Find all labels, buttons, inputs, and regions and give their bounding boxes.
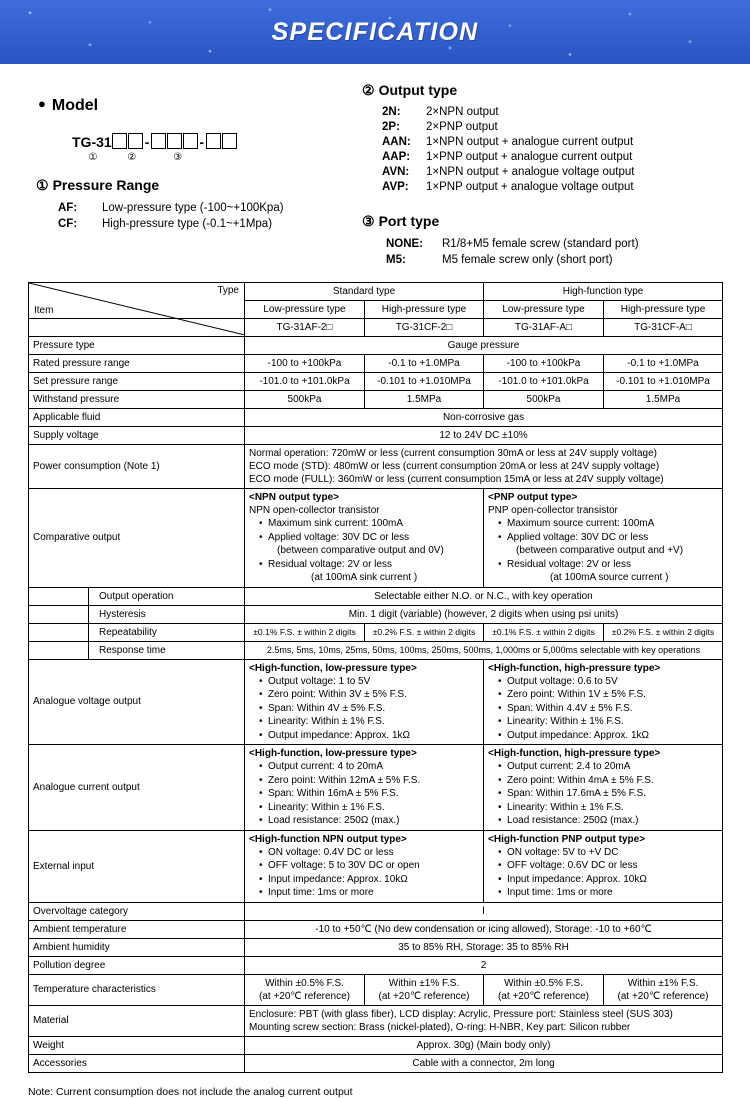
table-row-external-input: [29, 830, 723, 902]
row-label: Overvoltage category: [29, 902, 245, 920]
port-type-key: M5:: [386, 254, 406, 266]
npn-item: (at 100mA sink current ): [311, 572, 418, 583]
table-row-analogue-current: [29, 745, 723, 831]
av-low-title: <High-function, low-pressure type>: [249, 662, 417, 674]
row-cell: 1.5MPa: [365, 391, 484, 409]
output-type-value: 2×PNP output: [426, 121, 498, 133]
npn-item: • Residual voltage: 2V or less: [259, 558, 479, 572]
ac-high-item: • Span: Within 17.6mA ± 5% F.S.: [498, 787, 718, 801]
port-type-heading: [362, 213, 722, 230]
model-box-6: [206, 133, 221, 149]
subrow-indent: [29, 587, 89, 605]
av-low-item: • Span: Within 4V ± 5% F.S.: [259, 702, 479, 716]
ei-npn-list: [249, 846, 479, 900]
diagonal-line-icon: [29, 283, 245, 335]
av-low-list: [249, 675, 479, 743]
col-header-2: High-pressure type: [365, 301, 484, 319]
pnp-item: • Applied voltage: 30V DC or less: [498, 531, 718, 545]
ei-npn-item: • ON voltage: 0.4V DC or less: [259, 846, 479, 860]
table-row: [29, 1036, 723, 1054]
ei-pnp-item: • ON voltage: 5V to +V DC: [498, 846, 718, 860]
external-input-npn-cell: [245, 830, 484, 902]
row-cell: -0.1 to +1.0MPa: [365, 355, 484, 373]
av-high-item: • Span: Within 4.4V ± 5% F.S.: [498, 702, 718, 716]
pressure-range-key: CF:: [58, 218, 78, 230]
pressure-range-value: Low-pressure type (-100~+100Kpa): [102, 202, 284, 214]
ei-npn-item: • OFF voltage: 5 to 30V DC or open: [259, 859, 479, 873]
row-value-span: Approx. 30g) (Main body only): [245, 1036, 723, 1054]
ei-pnp-item: • OFF voltage: 0.6V DC or less: [498, 859, 718, 873]
output-type-item: [382, 120, 722, 135]
material-line-2: Mounting screw section: Brass (nickel-plated), O-ring: H-NBR, Key part: Silicon rubber: [249, 1021, 631, 1033]
bullet-icon: ●: [38, 96, 46, 111]
row-label: Applicable fluid: [29, 409, 245, 427]
npn-list: [249, 517, 479, 585]
av-high-list: [488, 675, 718, 743]
row-label: Comparative output: [29, 489, 245, 588]
corner-item-label: Item: [34, 305, 54, 316]
table-row: [29, 373, 723, 391]
ac-high-item: • Output current: 2.4 to 20mA: [498, 760, 718, 774]
port-type-item: [386, 236, 722, 252]
model-heading: [38, 96, 358, 115]
comparative-npn-cell: [245, 489, 484, 588]
ac-low-item: • Zero point: Within 12mA ± 5% F.S.: [259, 774, 479, 788]
ac-high-list: [488, 760, 718, 828]
row-label: Repeatability: [89, 623, 245, 641]
av-high-title: <High-function, high-pressure type>: [488, 662, 661, 674]
table-row: [29, 956, 723, 974]
av-low-item: • Linearity: Within ± 1% F.S.: [259, 715, 479, 729]
output-type-key: AAP:: [382, 151, 411, 163]
table-row: [29, 445, 723, 489]
table-row: [29, 1054, 723, 1072]
row-value-span: 35 to 85% RH, Storage: 35 to 85% RH: [245, 938, 723, 956]
table-header-row: [29, 283, 723, 301]
table-row: [29, 902, 723, 920]
table-row: [29, 938, 723, 956]
ei-npn-title: <High-function NPN output type>: [249, 833, 407, 845]
port-type-num: ③: [362, 213, 375, 229]
page-banner: [0, 0, 750, 64]
power-line-2: ECO mode (STD): 480mW or less (current consumption 20mA or less at 24V supply voltage): [249, 461, 660, 472]
model-box-7: [222, 133, 237, 149]
page-title: SPECIFICATION: [271, 17, 479, 46]
ei-pnp-title: <High-function PNP output type>: [488, 833, 646, 845]
pnp-item: (between comparative output and +V): [516, 545, 684, 556]
subrow-indent: [29, 605, 89, 623]
table-row: [29, 605, 723, 623]
output-type-item: [382, 165, 722, 180]
row-label: Analogue voltage output: [29, 659, 245, 745]
output-type-key: 2P:: [382, 121, 400, 133]
pressure-range-key: AF:: [58, 202, 78, 214]
model-box-1: [112, 133, 127, 149]
row-value-span: Gauge pressure: [245, 337, 723, 355]
output-type-key: AVN:: [382, 166, 410, 178]
row-value-span: Ⅰ: [245, 902, 723, 920]
pnp-item: (at 100mA source current ): [550, 572, 669, 583]
row-label: Rated pressure range: [29, 355, 245, 373]
av-high-item: • Linearity: Within ± 1% F.S.: [498, 715, 718, 729]
table-row: [29, 920, 723, 938]
ac-high-item: • Linearity: Within ± 1% F.S.: [498, 801, 718, 815]
temp-cell: [365, 974, 484, 1005]
top-spec-section: [0, 64, 750, 274]
col-header-4: High-pressure type: [604, 301, 723, 319]
power-line-1: Normal operation: 720mW or less (current consumption 30mA or less at 24V supply voltage): [249, 448, 657, 459]
row-cell: -101.0 to +101.0kPa: [484, 373, 604, 391]
temp-cell: [245, 974, 365, 1005]
pressure-range-value: High-pressure type (-0.1~+1Mpa): [102, 218, 273, 230]
specification-table: [28, 282, 723, 1073]
row-label: Ambient temperature: [29, 920, 245, 938]
pnp-item: • Residual voltage: 2V or less: [498, 558, 718, 572]
table-row: [29, 587, 723, 605]
table-row: [29, 391, 723, 409]
av-low-item: • Output impedance: Approx. 1kΩ: [259, 729, 479, 743]
table-row-analogue-voltage: [29, 659, 723, 745]
temp-line1: Within ±1% F.S.: [627, 977, 699, 989]
model-heading-label: Model: [51, 97, 99, 114]
model-code-marks: [80, 152, 358, 163]
av-high-item: • Output impedance: Approx. 1kΩ: [498, 729, 718, 743]
ei-npn-item: • Input time: 1ms or more: [259, 886, 479, 900]
analogue-voltage-low-cell: [245, 659, 484, 745]
output-type-item: [382, 135, 722, 150]
col-header-1: Low-pressure type: [245, 301, 365, 319]
row-cell: -101.0 to +101.0kPa: [245, 373, 365, 391]
ac-high-item: • Zero point: Within 4mA ± 5% F.S.: [498, 774, 718, 788]
temp-line1: Within ±1% F.S.: [388, 977, 460, 989]
material-cell: [245, 1005, 723, 1036]
power-line-3: ECO mode (FULL): 360mW or less (current consumption 15mA or less at 24V supply voltage): [249, 474, 664, 485]
model-code-prefix: TG-31: [72, 134, 112, 150]
row-label: Weight: [29, 1036, 245, 1054]
row-cell: -0.101 to +1.010MPa: [604, 373, 723, 391]
row-cell: 1.5MPa: [604, 391, 723, 409]
footnote: Note: Current consumption does not include the analog current output: [28, 1085, 353, 1098]
pressure-range-heading: [36, 177, 358, 194]
analogue-voltage-high-cell: [484, 659, 723, 745]
output-type-value: 1×NPN output + analogue current output: [426, 136, 634, 148]
table-row: [29, 641, 723, 659]
output-type-value: 1×PNP output + analogue voltage output: [426, 181, 634, 193]
row-cell: ±0.2% F.S. ± within 2 digits: [365, 623, 484, 641]
model-cell-3: TG-31AF-A□: [484, 319, 604, 337]
temp-line1: Within ±0.5% F.S.: [265, 977, 344, 989]
output-type-num: ②: [362, 82, 375, 98]
ac-low-list: [249, 760, 479, 828]
comparative-pnp-cell: [484, 489, 723, 588]
ei-npn-item: • Input impedance: Approx. 10kΩ: [259, 873, 479, 887]
analogue-current-low-cell: [245, 745, 484, 831]
pnp-title: <PNP output type>: [488, 492, 578, 503]
row-value-span: 2: [245, 956, 723, 974]
model-mark-2: ②: [127, 152, 137, 163]
power-consumption-cell: [245, 445, 723, 489]
row-label: Accessories: [29, 1054, 245, 1072]
row-label: Set pressure range: [29, 373, 245, 391]
output-type-item: [382, 150, 722, 165]
temp-cell: [604, 974, 723, 1005]
output-type-value: 1×PNP output + analogue current output: [426, 151, 633, 163]
output-type-item: [382, 105, 722, 120]
row-label: Material: [29, 1005, 245, 1036]
port-type-value: R1/8+M5 female screw (standard port): [442, 238, 639, 250]
external-input-pnp-cell: [484, 830, 723, 902]
group-header-standard: Standard type: [245, 283, 484, 301]
ac-low-item: • Linearity: Within ± 1% F.S.: [259, 801, 479, 815]
port-type-value: M5 female screw only (short port): [442, 254, 613, 266]
npn-item: • Maximum sink current: 100mA: [259, 517, 479, 531]
row-value-span: Selectable either N.O. or N.C., with key operation: [245, 587, 723, 605]
row-value-span: 12 to 24V DC ±10%: [245, 427, 723, 445]
model-box-2: [128, 133, 143, 149]
col-header-3: Low-pressure type: [484, 301, 604, 319]
port-type-item: [386, 252, 722, 268]
model-box-3: [151, 133, 166, 149]
analogue-current-high-cell: [484, 745, 723, 831]
row-cell: ±0.1% F.S. ± within 2 digits: [484, 623, 604, 641]
table-row: [29, 623, 723, 641]
output-type-key: 2N:: [382, 106, 401, 118]
row-value-span: -10 to +50℃ (No dew condensation or icing allowed), Storage: -10 to +60℃: [245, 920, 723, 938]
row-label: Pressure type: [29, 337, 245, 355]
table-row: [29, 427, 723, 445]
subrow-indent: [29, 641, 89, 659]
npn-item: • Applied voltage: 30V DC or less: [259, 531, 479, 545]
model-code: TG-31 - -: [72, 133, 358, 150]
row-label: Output operation: [89, 587, 245, 605]
table-row: [29, 409, 723, 427]
subrow-indent: [29, 623, 89, 641]
output-type-key: AVP:: [382, 181, 409, 193]
temp-line2: (at +20℃ reference): [498, 990, 590, 1002]
row-label: Pollution degree: [29, 956, 245, 974]
output-type-item: [382, 180, 722, 195]
model-mark-3: ③: [173, 152, 183, 163]
group-header-highfunction: High-function type: [484, 283, 723, 301]
port-type-key: NONE:: [386, 238, 424, 250]
temp-line2: (at +20℃ reference): [259, 990, 350, 1002]
ei-pnp-item: • Input impedance: Approx. 10kΩ: [498, 873, 718, 887]
ac-low-title: <High-function, low-pressure type>: [249, 748, 417, 759]
row-label: External input: [29, 830, 245, 902]
av-low-item: • Output voltage: 1 to 5V: [259, 675, 479, 689]
row-label: Temperature characteristics: [29, 974, 245, 1005]
ei-pnp-item: • Input time: 1ms or more: [498, 886, 718, 900]
npn-item: (between comparative output and 0V): [277, 545, 444, 556]
output-type-heading: [362, 82, 722, 99]
pressure-range-item: [58, 200, 358, 216]
row-value-span: 2.5ms, 5ms, 10ms, 25ms, 50ms, 100ms, 250ms, 500ms, 1,000ms or 5,000ms selectable with key operations: [245, 641, 723, 659]
ac-high-item: • Load resistance: 250Ω (max.): [498, 814, 718, 828]
pressure-range-num: ①: [36, 177, 49, 193]
temp-line2: (at +20℃ reference): [378, 990, 470, 1002]
av-high-item: • Zero point: Within 1V ± 5% F.S.: [498, 688, 718, 702]
ac-high-title: <High-function, high-pressure type>: [488, 748, 661, 759]
row-label: Hysteresis: [89, 605, 245, 623]
row-cell: 500kPa: [245, 391, 365, 409]
table-row-material: [29, 1005, 723, 1036]
npn-title: <NPN output type>: [249, 492, 340, 503]
pressure-range-title: Pressure Range: [52, 177, 160, 193]
corner-type-label: Type: [217, 285, 239, 296]
row-label: Power consumption (Note 1): [29, 445, 245, 489]
output-type-key: AAN:: [382, 136, 411, 148]
model-box-4: [167, 133, 182, 149]
row-label: Supply voltage: [29, 427, 245, 445]
model-cell-4: TG-31CF-A□: [604, 319, 723, 337]
ac-low-item: • Span: Within 16mA ± 5% F.S.: [259, 787, 479, 801]
output-type-title: Output type: [378, 82, 458, 98]
row-cell: -100 to +100kPa: [484, 355, 604, 373]
row-label: Response time: [89, 641, 245, 659]
row-cell: ±0.2% F.S. ± within 2 digits: [604, 623, 723, 641]
ei-pnp-list: [488, 846, 718, 900]
pnp-item: • Maximum source current: 100mA: [498, 517, 718, 531]
row-value-span: Min. 1 digit (variable) (however, 2 digits when using psi units): [245, 605, 723, 623]
table-row: [29, 337, 723, 355]
row-label: Withstand pressure: [29, 391, 245, 409]
top-left-column: [28, 82, 358, 268]
temp-cell: [484, 974, 604, 1005]
ac-low-item: • Output current: 4 to 20mA: [259, 760, 479, 774]
table-row-comparative-output: [29, 489, 723, 588]
row-cell: ±0.1% F.S. ± within 2 digits: [245, 623, 365, 641]
ac-low-item: • Load resistance: 250Ω (max.): [259, 814, 479, 828]
table-row: [29, 355, 723, 373]
row-value-span: Cable with a connector, 2m long: [245, 1054, 723, 1072]
top-right-column: [358, 82, 722, 268]
av-high-item: • Output voltage: 0.6 to 5V: [498, 675, 718, 689]
model-box-5: [183, 133, 198, 149]
npn-subtitle: NPN open-collector transistor: [249, 505, 380, 516]
temp-line1: Within ±0.5% F.S.: [504, 977, 583, 989]
pnp-list: [488, 517, 718, 585]
row-cell: -0.1 to +1.0MPa: [604, 355, 723, 373]
output-type-value: 2×NPN output: [426, 106, 499, 118]
row-value-span: Non-corrosive gas: [245, 409, 723, 427]
output-type-value: 1×NPN output + analogue voltage output: [426, 166, 635, 178]
row-label: Analogue current output: [29, 745, 245, 831]
table-row-temperature: [29, 974, 723, 1005]
row-label: Ambient humidity: [29, 938, 245, 956]
pressure-range-item: [58, 216, 358, 232]
model-mark-1: ①: [88, 152, 98, 163]
pnp-subtitle: PNP open-collector transistor: [488, 505, 618, 516]
av-low-item: • Zero point: Within 3V ± 5% F.S.: [259, 688, 479, 702]
port-type-title: Port type: [378, 213, 440, 229]
material-line-1: Enclosure: PBT (with glass fiber), LCD display: Acrylic, Pressure port: Stainless steel (SUS 303): [249, 1008, 673, 1020]
row-cell: -100 to +100kPa: [245, 355, 365, 373]
model-cell-1: TG-31AF-2□: [245, 319, 365, 337]
model-cell-2: TG-31CF-2□: [365, 319, 484, 337]
row-cell: 500kPa: [484, 391, 604, 409]
table-corner-cell: [29, 283, 245, 319]
row-cell: -0.101 to +1.010MPa: [365, 373, 484, 391]
temp-line2: (at +20℃ reference): [617, 990, 709, 1002]
